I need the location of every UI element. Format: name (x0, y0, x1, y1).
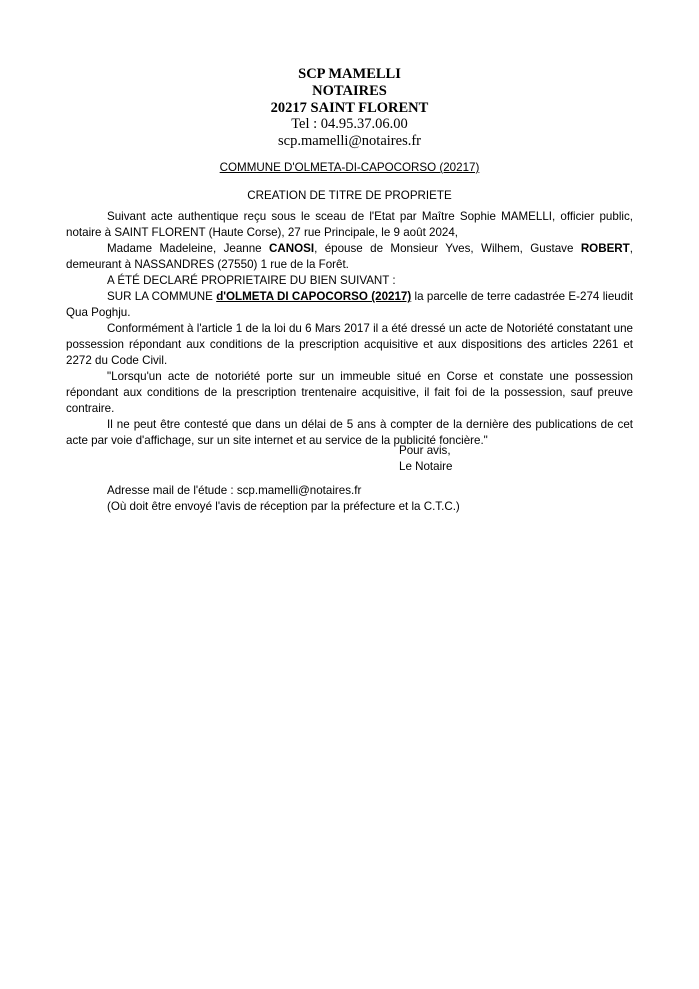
quote-paragraph-1: "Lorsqu'un acte de notoriété porte sur un immeuble situé en Corse et constate une possession répondant aux conditions de la prescription trentenaire acquisitive, il fait foi de la possession, sauf preuve contraire. (66, 370, 633, 415)
owner-paragraph (66, 241, 633, 273)
firm-name: SCP MAMELLI (298, 66, 401, 82)
signature-line-1: Pour avis, (399, 444, 451, 457)
declaration-line: A ÉTÉ DECLARÉ PROPRIETAIRE DU BIEN SUIVANT : (107, 274, 396, 287)
document-type-heading: CREATION DE TITRE DE PROPRIETE (247, 189, 452, 202)
parcel-details: la parcelle de terre cadastrée E-274 lieudit Qua Poghju. (66, 290, 633, 319)
parcel-intro: SUR LA COMMUNE (107, 290, 217, 303)
firm-phone: Tel : 04.95.37.06.00 (291, 116, 408, 133)
owner-intro: Madame Madeleine, Jeanne (107, 242, 270, 255)
parcel-paragraph (66, 289, 633, 321)
firm-email: scp.mamelli@notaires.fr (277, 133, 421, 150)
contact-note-line: (Où doit être envoyé l'avis de réception par la préfecture et la C.T.C.) (107, 500, 460, 513)
profession: NOTAIRES (312, 82, 387, 99)
spouse-intro: , épouse de Monsieur Yves, Wilhem, Gustave (314, 242, 581, 255)
letterhead (0, 66, 699, 150)
quote-paragraph-2: Il ne peut être contesté que dans un délai de 5 ans à compter de la dernière des publications de cet acte par voie d'affichage, sur un site internet et au service de la publicité foncière." (66, 418, 633, 447)
owner-address: , demeurant à NASSANDRES (27550) 1 rue de la Forêt. (66, 242, 633, 271)
deed-declaration-block (66, 209, 633, 321)
commune-heading (0, 161, 699, 175)
contact-email-line: Adresse mail de l'étude : scp.mamelli@notaires.fr (107, 484, 362, 497)
firm-location: 20217 SAINT FLORENT (270, 99, 429, 116)
legal-basis-block (66, 321, 633, 449)
signature-line-2: Le Notaire (399, 460, 453, 473)
owner-surname: CANOSI (269, 242, 315, 255)
parcel-commune: d'OLMETA DI CAPOCORSO (20217) (216, 290, 412, 303)
commune-heading-text: COMMUNE D'OLMETA-DI-CAPOCORSO (20217) (219, 161, 480, 174)
contact-block (107, 483, 460, 515)
deed-reception-paragraph: Suivant acte authentique reçu sous le sceau de l'Etat par Maître Sophie MAMELLI, officier public, notaire à SAINT FLORENT (Haute Corse), 27 rue Principale, le 9 août 2024, (66, 210, 633, 239)
signature-block (399, 443, 453, 475)
spouse-surname: ROBERT (580, 242, 630, 255)
notoriety-paragraph: Conformément à l'article 1 de la loi du 6 Mars 2017 il a été dressé un acte de Notoriété constatant une possession répondant aux conditions de la prescription acquisitive et aux dispositions des articles 2261 et 2272 du Code Civil. (66, 322, 633, 367)
